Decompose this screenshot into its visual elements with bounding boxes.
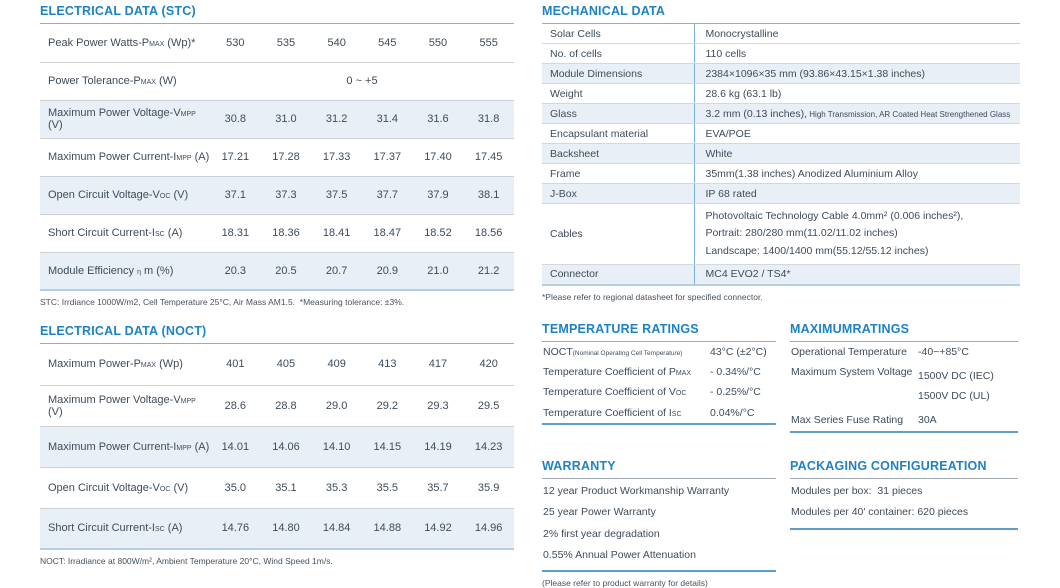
- mech-row: [542, 204, 1020, 265]
- warranty-title: WARRANTY: [542, 459, 776, 479]
- rating-value: 0.04%/°C: [710, 406, 755, 419]
- mech-value-text: EVA/POE: [705, 127, 751, 140]
- label-text: NOCT: [543, 345, 573, 358]
- spec-value: 35.7: [413, 467, 464, 508]
- mech-label: Solar Cells: [542, 24, 694, 44]
- spec-value: 18.47: [362, 214, 413, 252]
- mech-value: [694, 184, 1020, 204]
- spec-value: 18.56: [463, 214, 514, 252]
- mech-value: [694, 104, 1020, 124]
- spec-value: 409: [311, 344, 362, 385]
- ratings-row: [542, 322, 1020, 433]
- rating-value: [918, 362, 1018, 410]
- label-subscript: η: [137, 268, 141, 276]
- list-item: Modules per box: 31 pieces: [791, 485, 923, 498]
- label-text: (A): [191, 440, 210, 453]
- rating-label: Maximum System Voltage: [791, 366, 913, 379]
- mech-label: Backsheet: [542, 144, 694, 164]
- mech-label: Frame: [542, 164, 694, 184]
- spec-label: [40, 385, 210, 426]
- spec-value: 29.5: [463, 385, 514, 426]
- spec-value: 530: [210, 24, 261, 62]
- mechanical-table-body: [542, 24, 1020, 285]
- spec-label: [40, 508, 210, 549]
- spec-label: [40, 138, 210, 176]
- label-text: Temperature Coefficient of I: [543, 406, 672, 419]
- packaging-title: PACKAGING CONFIGUREATION: [790, 459, 1018, 479]
- mech-value: [694, 264, 1020, 285]
- label-subscript: SC: [154, 526, 165, 534]
- mech-value-text: IP 68 rated: [705, 187, 757, 200]
- spec-row: [40, 252, 514, 290]
- mech-value: [694, 124, 1020, 144]
- noct-table: [40, 344, 514, 550]
- mech-value-line: Portrait: 280/280 mm(11.02/11.02 inches): [705, 227, 898, 239]
- mech-row: [542, 264, 1020, 285]
- spec-value: 18.31: [210, 214, 261, 252]
- spec-value: 17.45: [463, 138, 514, 176]
- mech-row: [542, 84, 1020, 104]
- rating-value-line: 1500V DC (UL): [918, 390, 990, 403]
- label-text: Module Efficiency: [48, 264, 138, 277]
- spec-value: 21.2: [477, 264, 500, 277]
- spec-label: [40, 344, 210, 385]
- spec-row: [40, 62, 514, 100]
- label-subscript: OC: [675, 390, 687, 398]
- mechanical-table: [542, 24, 1020, 286]
- spec-value: 20.5: [275, 264, 297, 277]
- spec-value: 401: [210, 344, 261, 385]
- label-subscript: OC: [159, 485, 171, 493]
- label-subscript: MPP: [180, 397, 196, 405]
- rating-value: -40~+85°C: [918, 345, 969, 358]
- spec-value-merged: 0 ~ +5: [210, 62, 514, 100]
- mech-value-text: 28.6 kg (63.1 lb): [705, 87, 782, 100]
- spec-value: 17.33: [311, 138, 362, 176]
- label-subscript: OC: [159, 193, 171, 200]
- right-column: [542, 4, 1020, 588]
- spec-row: [40, 385, 514, 426]
- temperature-ratings-title: TEMPERATURE RATINGS: [542, 322, 776, 342]
- label-subscript: MAX: [140, 79, 156, 86]
- spec-value: 20.9: [376, 264, 398, 277]
- noct-table-body: [40, 344, 514, 549]
- rating-label: [542, 362, 710, 382]
- spec-value: 18.36: [261, 214, 312, 252]
- mech-row: [542, 124, 1020, 144]
- spec-value: 29.0: [311, 385, 362, 426]
- spec-value: 18.41: [311, 214, 362, 252]
- spec-value: 29.2: [362, 385, 413, 426]
- spec-value: 31.2: [311, 100, 362, 138]
- label-subscript: SC: [154, 231, 165, 238]
- spec-value: 17.21: [210, 138, 261, 176]
- label-text: (V): [48, 405, 63, 418]
- noct-section-title: ELECTRICAL DATA (NOCT): [40, 324, 514, 344]
- temperature-ratings-block: [542, 322, 776, 433]
- spec-value: 14.88: [373, 522, 402, 535]
- spec-label: [40, 100, 210, 138]
- label-text: Short Circuit Current-I: [48, 227, 155, 239]
- maximum-ratings-table: [790, 342, 1018, 433]
- spec-row: [40, 344, 514, 385]
- label-subscript: MPP: [176, 155, 192, 162]
- rating-row: [790, 362, 1018, 410]
- spec-value: 14.96: [474, 522, 503, 535]
- mech-value-text: 3.2 mm (0.13 inches),: [705, 107, 808, 120]
- spec-value: 37.9: [413, 176, 464, 214]
- mech-label: Connector: [550, 268, 599, 280]
- maximum-ratings-block: [790, 322, 1018, 433]
- mech-row: [542, 144, 1020, 164]
- mech-row: [542, 104, 1020, 124]
- mech-value: [694, 84, 1020, 104]
- label-text: m (%): [140, 264, 174, 277]
- mech-row: [542, 24, 1020, 44]
- mech-value-text: 110 cells: [705, 47, 747, 60]
- mech-label: No. of cells: [542, 44, 694, 64]
- mech-row: [542, 44, 1020, 64]
- spec-value: 555: [463, 24, 514, 62]
- spec-value: 413: [362, 344, 413, 385]
- mech-label: Cables: [542, 204, 694, 265]
- spec-value: 35.0: [210, 467, 261, 508]
- mech-value-text: Monocrystalline: [705, 27, 779, 40]
- temperature-ratings-body: [542, 342, 776, 425]
- mech-value-text: MC4 EVO2 / TS4*: [705, 268, 791, 280]
- spec-value: 535: [261, 24, 312, 62]
- spec-value: 30.8: [210, 100, 261, 138]
- mechanical-footnote: *Please refer to regional datasheet for specified connector.: [542, 291, 763, 302]
- spec-value: 405: [261, 344, 312, 385]
- spec-label: [40, 62, 210, 100]
- label-subscript: MPP: [176, 444, 192, 452]
- spec-label: [40, 252, 210, 290]
- bottom-row: [542, 459, 1020, 588]
- mech-label: Module Dimensions: [542, 64, 694, 84]
- label-subscript: MAX: [675, 370, 692, 378]
- spec-value: 37.3: [261, 176, 312, 214]
- spec-value: 550: [413, 24, 464, 62]
- spec-value: 20.7: [325, 264, 348, 277]
- spec-value: 17.37: [362, 138, 413, 176]
- spec-value: 37.5: [311, 176, 362, 214]
- rating-label: Operational Temperature: [791, 345, 907, 358]
- spec-value: 28.6: [210, 385, 261, 426]
- label-text: Maximum Power-P: [48, 358, 141, 371]
- mech-value: [694, 144, 1020, 164]
- rating-label: [542, 342, 710, 362]
- spec-row: [40, 138, 514, 176]
- packaging-list: [790, 479, 1018, 530]
- rating-row: [542, 362, 776, 382]
- spec-value: 18.52: [413, 214, 464, 252]
- spec-value: 14.19: [413, 426, 464, 467]
- spec-row: [40, 24, 514, 62]
- mech-row: [542, 164, 1020, 184]
- rating-label: Max Series Fuse Rating: [791, 414, 904, 427]
- mech-value: [694, 164, 1020, 184]
- spec-value: 37.1: [210, 176, 261, 214]
- label-text: Open Circuit Voltage-V: [48, 189, 160, 201]
- mech-label: Glass: [542, 104, 694, 124]
- spec-value: 17.40: [413, 138, 464, 176]
- rating-value: 43°C (±2°C): [710, 345, 767, 358]
- spec-value: 35.9: [463, 467, 514, 508]
- label-text: Power Tolerance-P: [48, 75, 141, 87]
- stc-footnote: STC: Irrdiance 1000W/m2, Cell Temperature 25°C, Air Mass AM1.5. *Measuring tolerance: ±3%.: [40, 297, 405, 307]
- spec-label: [40, 24, 210, 62]
- mech-row: [542, 64, 1020, 84]
- spec-row: [40, 214, 514, 252]
- label-text: Short Circuit Current-I: [48, 522, 155, 535]
- rating-row: [790, 410, 1018, 431]
- spec-label: [40, 426, 210, 467]
- packaging-block: [790, 459, 1018, 588]
- label-text: Maximum Power Voltage-V: [48, 107, 181, 119]
- spec-value: 31.6: [413, 100, 464, 138]
- spec-value: 37.7: [362, 176, 413, 214]
- spec-label: [40, 467, 210, 508]
- spec-value: 20.3: [224, 264, 247, 277]
- mech-value-line: Photovoltaic Technology Cable 4.0mm² (0.006 inches²),: [705, 209, 964, 222]
- label-text: Maximum Power Current-I: [48, 151, 177, 163]
- mech-label: J-Box: [542, 184, 694, 204]
- spec-row: [40, 426, 514, 467]
- temperature-ratings-table: [542, 342, 776, 426]
- mech-label: Weight: [542, 84, 694, 104]
- spec-value: 31.0: [261, 100, 312, 138]
- stc-table: [40, 24, 514, 291]
- spec-value: 14.92: [424, 522, 452, 535]
- maximum-ratings-title: MAXIMUMRATINGS: [790, 322, 1018, 342]
- rating-label: [542, 403, 710, 424]
- spec-value: 14.23: [463, 426, 514, 467]
- spec-label: [40, 176, 210, 214]
- spec-value: 14.15: [362, 426, 413, 467]
- list-item: 25 year Power Warranty: [543, 506, 656, 519]
- label-text: (V): [170, 481, 189, 494]
- warranty-list: [542, 479, 776, 573]
- spec-value: 29.3: [413, 385, 464, 426]
- mech-value-text: 2384×1096×35 mm (93.86×43.15×1.38 inches): [705, 67, 926, 80]
- spec-value: 545: [362, 24, 413, 62]
- stc-table-body: [40, 24, 514, 290]
- label-text: (A): [191, 151, 210, 163]
- spec-value: 35.1: [261, 467, 312, 508]
- label-text: Maximum Power Voltage-V: [48, 393, 181, 406]
- spec-value: 35.5: [362, 467, 413, 508]
- mech-value-text: 35mm(1.38 inches) Anodized Aluminium Alloy: [705, 167, 918, 180]
- label-text: Maximum Power Current-I: [48, 440, 177, 453]
- spec-value: 31.8: [463, 100, 514, 138]
- spec-value: 14.06: [261, 426, 312, 467]
- stc-section-title: ELECTRICAL DATA (STC): [40, 4, 514, 24]
- mech-value-line: Landscape: 1400/1400 mm(55.12/55.12 inches): [705, 244, 929, 257]
- spec-value: 17.28: [261, 138, 312, 176]
- label-subscript: MAX: [149, 40, 165, 48]
- rating-row: [790, 342, 1018, 362]
- label-subscript: MPP: [180, 111, 196, 118]
- rating-row: [542, 403, 776, 424]
- spec-value: 28.8: [261, 385, 312, 426]
- noct-footnote: NOCT: Irradiance at 800W/m², Ambient Temperature 20°C, Wind Speed 1m/s.: [40, 556, 333, 566]
- mech-label: Encapsulant material: [542, 124, 694, 144]
- mech-value: [694, 204, 1020, 265]
- spec-value: 21.0: [427, 264, 449, 277]
- mech-value-small: High Transmission, AR Coated Heat Strengthened Glass: [807, 109, 1011, 119]
- spec-value: 420: [463, 344, 514, 385]
- spec-value: 38.1: [463, 176, 514, 214]
- spec-value: 14.01: [210, 426, 261, 467]
- spec-value: 540: [311, 24, 362, 62]
- mech-value: [694, 64, 1020, 84]
- spec-value: 14.76: [221, 522, 250, 535]
- spec-value: 31.4: [362, 100, 413, 138]
- label-subscript: MAX: [140, 362, 157, 370]
- spec-value: 417: [413, 344, 464, 385]
- rating-value: - 0.34%/°C: [710, 366, 761, 379]
- rating-value: 30A: [918, 414, 937, 427]
- list-item: 0.55% Annual Power Attenuation: [543, 548, 696, 561]
- label-text: (A): [164, 227, 183, 239]
- warranty-footnote: (Please refer to product warranty for details): [542, 578, 708, 588]
- mechanical-section-title: MECHANICAL DATA: [542, 4, 1020, 24]
- label-text: (A): [164, 522, 183, 535]
- maximum-ratings-body: [790, 342, 1018, 432]
- spec-value: 14.80: [272, 522, 300, 535]
- spec-row: [40, 508, 514, 549]
- mech-value-text: White: [705, 147, 733, 160]
- mech-value: [694, 24, 1020, 44]
- spec-value: 14.10: [311, 426, 362, 467]
- label-text: (Wp)*: [164, 36, 196, 49]
- spec-value: 35.3: [311, 467, 362, 508]
- rating-row: [542, 382, 776, 402]
- spec-value: 14.84: [322, 522, 351, 535]
- rating-label: [542, 382, 710, 402]
- label-text: Open Circuit Voltage-V: [48, 481, 160, 494]
- label-text: (V): [170, 189, 189, 201]
- list-item: Modules per 40' container: 620 pieces: [791, 506, 969, 519]
- label-text: Temperature Coefficient of P: [543, 366, 676, 379]
- rating-row: [542, 342, 776, 362]
- spec-label: [40, 214, 210, 252]
- label-text: Temperature Coefficient of V: [543, 386, 676, 399]
- mech-value: [694, 44, 1020, 64]
- label-text: (V): [48, 119, 63, 131]
- spec-row: [40, 467, 514, 508]
- warranty-block: [542, 459, 776, 588]
- spec-row: [40, 100, 514, 138]
- list-item: 12 year Product Workmanship Warranty: [543, 485, 730, 498]
- label-small: (Nominal Operating Cell Temperature): [572, 349, 683, 357]
- spec-row: [40, 176, 514, 214]
- mech-row: [542, 184, 1020, 204]
- label-text: (Wp): [156, 358, 183, 371]
- list-item: 2% first year degradation: [543, 527, 660, 540]
- rating-value: - 0.25%/°C: [710, 386, 761, 399]
- label-text: Peak Power Watts-P: [48, 36, 150, 49]
- label-subscript: SC: [671, 410, 682, 418]
- label-text: (W): [155, 75, 177, 87]
- left-column: [40, 4, 514, 566]
- rating-value-line: 1500V DC (IEC): [918, 370, 994, 383]
